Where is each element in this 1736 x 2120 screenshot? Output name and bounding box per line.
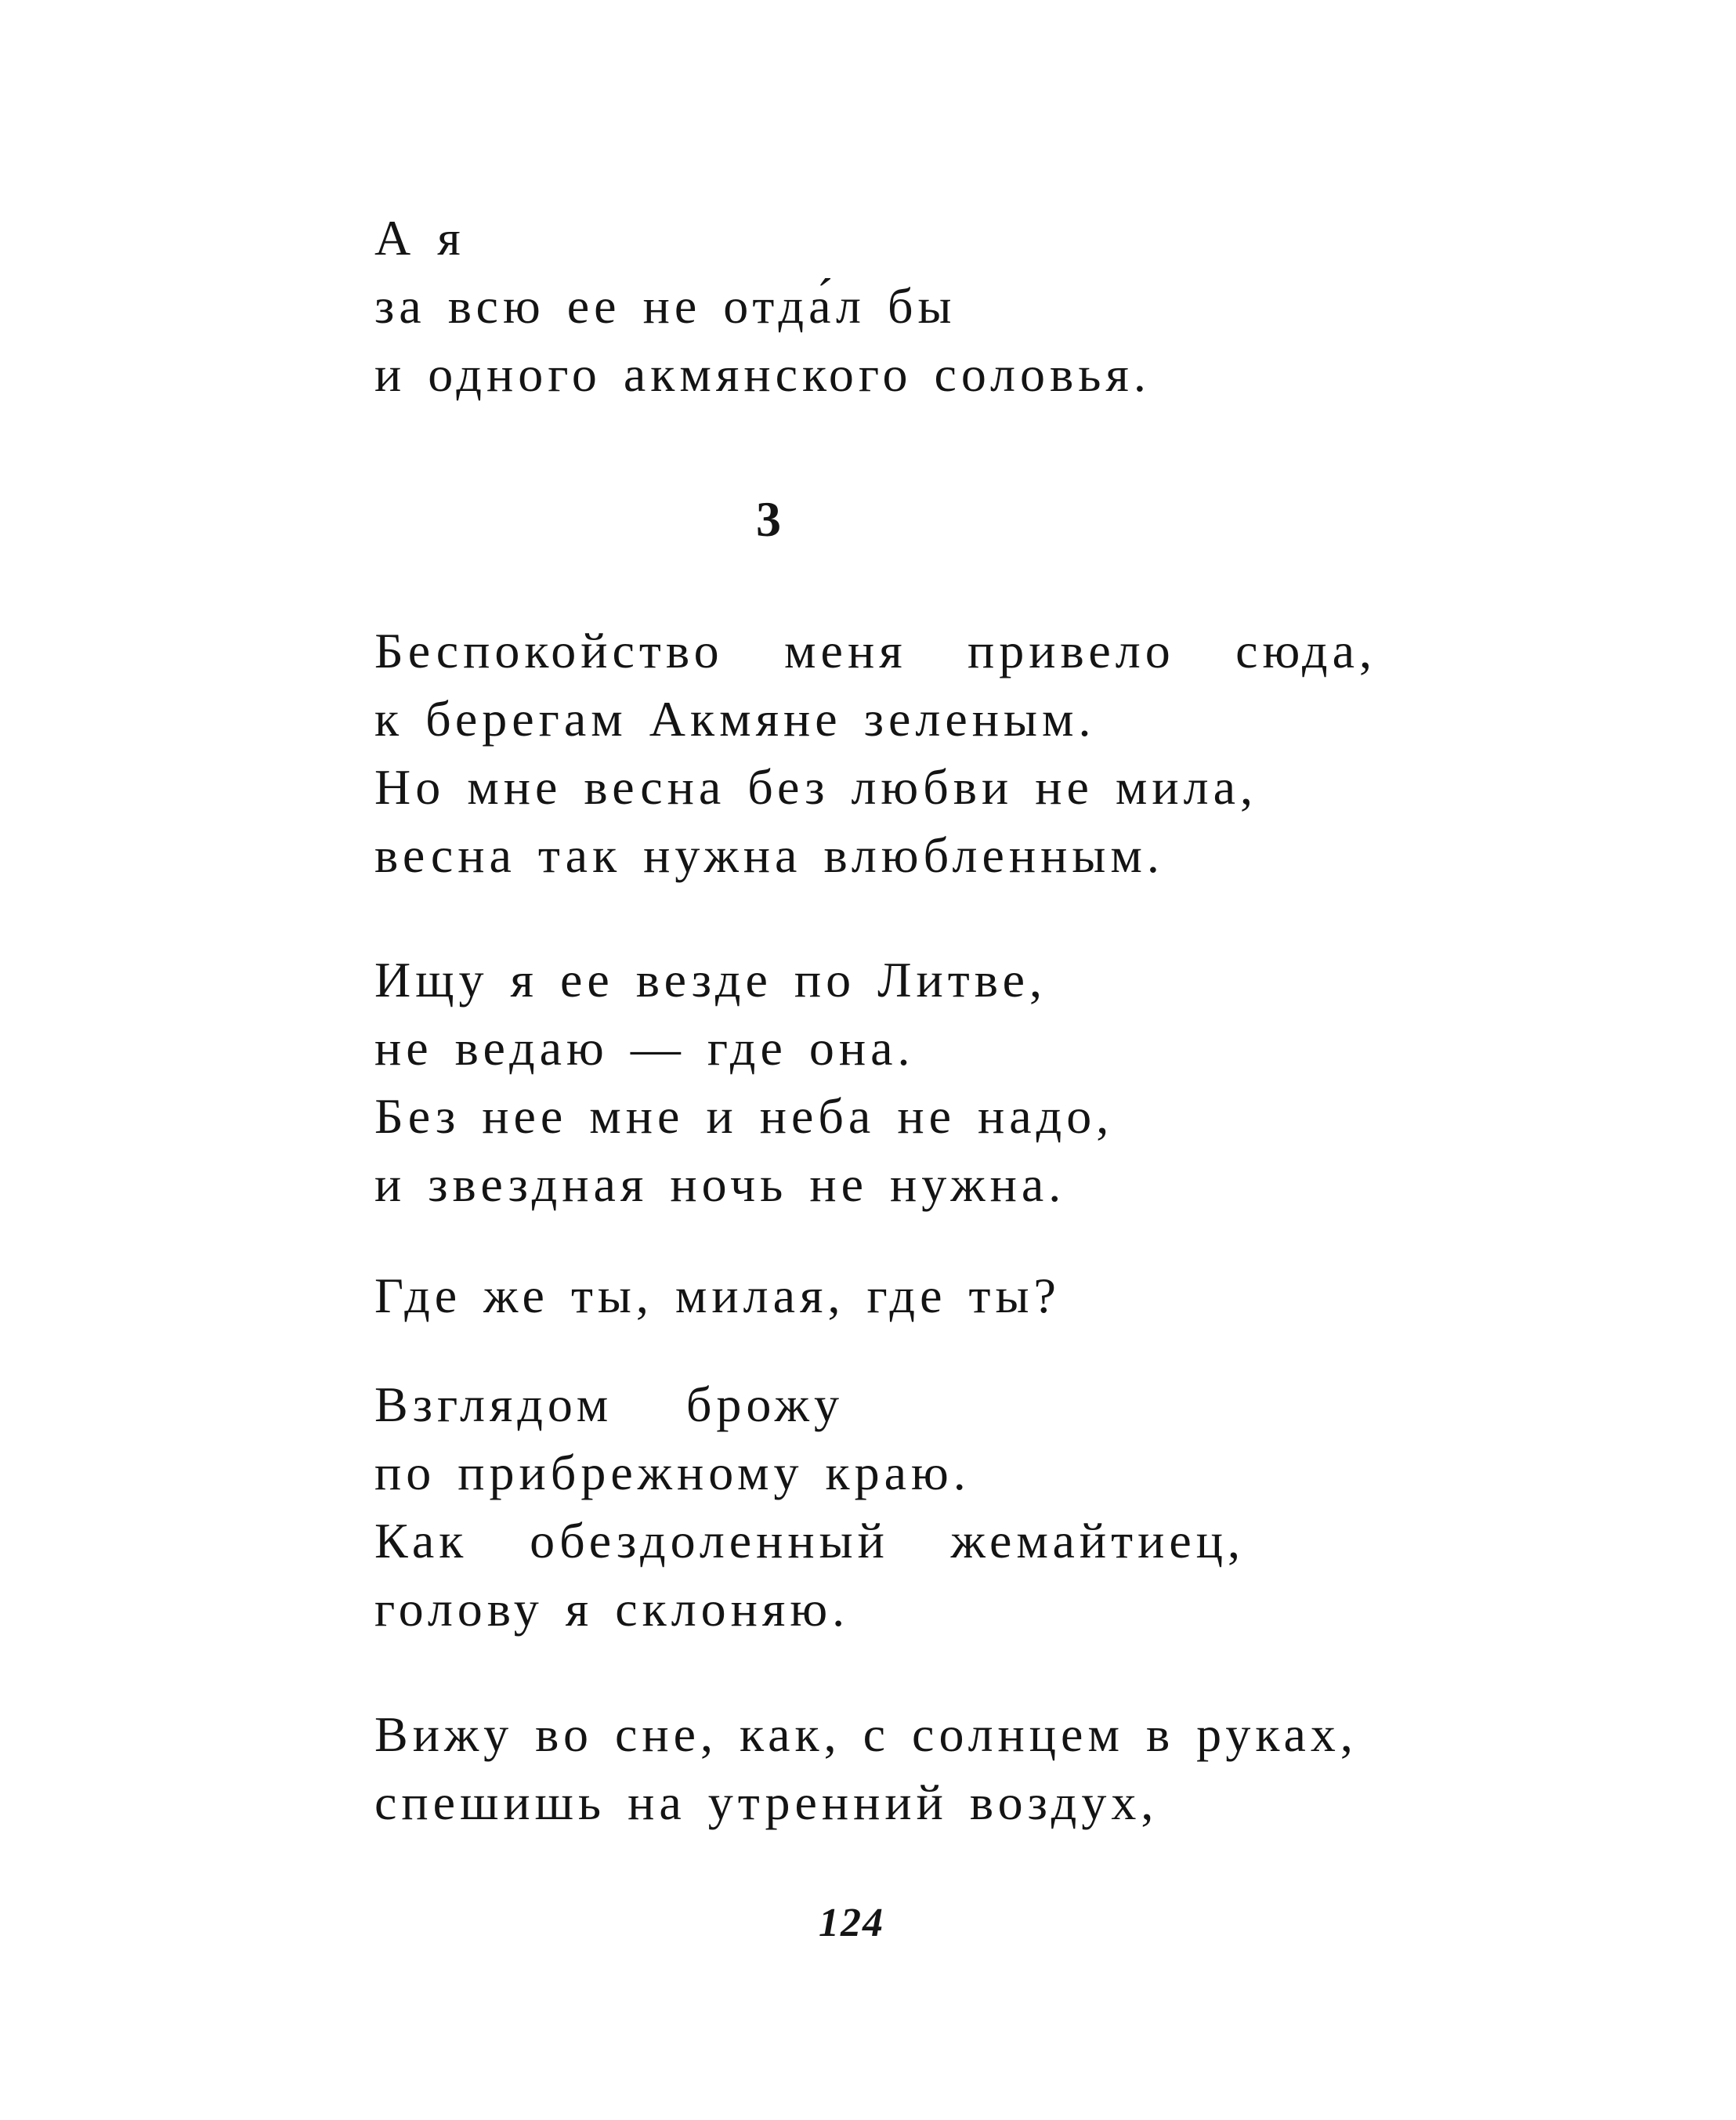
- poem-line: голову я склоняю.: [374, 1581, 850, 1637]
- poem-continuation: [374, 204, 1151, 408]
- poem-line: по прибрежному краю.: [374, 1445, 971, 1500]
- poem-line: Но мне весна без любви не мила,: [374, 759, 1257, 815]
- poem-line: за всю ее не отда́л бы: [374, 278, 957, 334]
- poem-line: Где же ты, милая, где ты?: [374, 1268, 1061, 1323]
- stanza: [374, 617, 1376, 889]
- poem-line: Беспокойство меня привело сюда,: [374, 623, 1376, 678]
- stanza: [374, 946, 1113, 1218]
- section-number: 3: [756, 491, 781, 547]
- poem-line: Вижу во сне, как, с солнцем в руках,: [374, 1706, 1358, 1762]
- poem-line: и звездная ночь не нужна.: [374, 1156, 1066, 1212]
- poem-line: Взглядом брожу: [374, 1377, 844, 1432]
- poem-line: не ведаю — где она.: [374, 1020, 915, 1076]
- poem-line: Ищу я ее везде по Литве,: [374, 952, 1047, 1008]
- poem-line: А я: [374, 210, 465, 266]
- poem-line: Как обездоленный жемайтиец,: [374, 1513, 1245, 1568]
- poem-line: весна так нужна влюбленным.: [374, 827, 1164, 883]
- stanza: [374, 1370, 1245, 1643]
- poem-line: Без нее мне и неба не надо,: [374, 1088, 1114, 1144]
- poem-line: к берегам Акмяне зеленым.: [374, 691, 1096, 747]
- stanza: [374, 1700, 1358, 1836]
- page-number: 124: [819, 1901, 884, 1945]
- poem-line: спешишь на утренний воздух,: [374, 1775, 1159, 1830]
- poem-line: и одного акмянского соловья.: [374, 346, 1151, 402]
- stanza: [374, 1261, 1061, 1330]
